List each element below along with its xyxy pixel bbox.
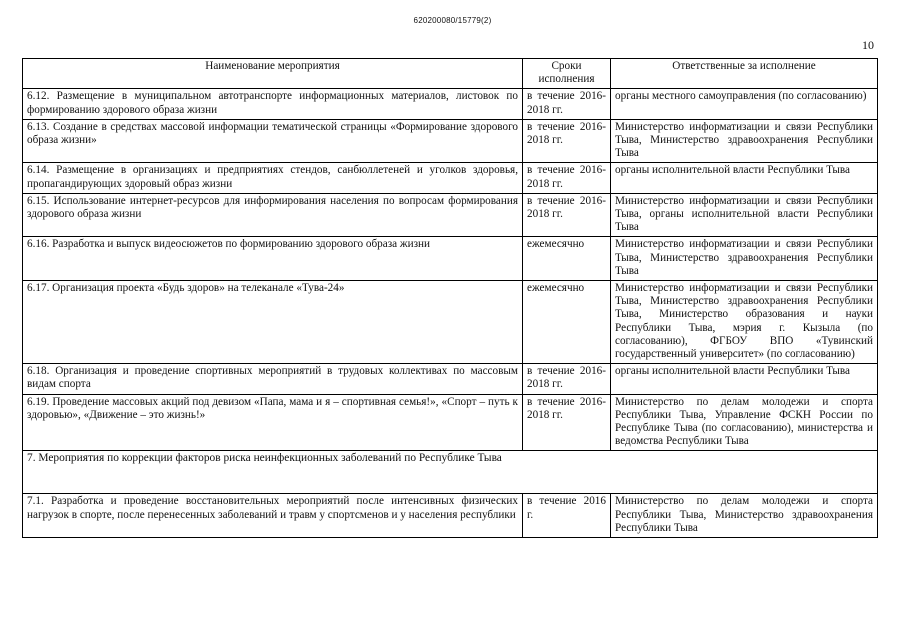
cell-measure-name: 6.16. Разработка и выпуск видеосюжетов по формированию здорового образа жизни bbox=[23, 237, 523, 281]
table-row bbox=[23, 394, 878, 451]
table-row bbox=[23, 193, 878, 237]
section-title: 7. Мероприятия по коррекции факторов риска неинфекционных заболеваний по Республике Тыва bbox=[23, 451, 878, 494]
cell-measure-name: 7.1. Разработка и проведение восстановительных мероприятий после интенсивных физических нагрузок в спорте, после перенесенных заболеваний и травм у спортсменов и у населения республики bbox=[23, 494, 523, 538]
table-row bbox=[23, 119, 878, 163]
cell-term: ежемесячно bbox=[523, 281, 611, 364]
cell-responsible: Министерство информатизации и связи Республики Тыва, Министерство здравоохранения Республики Тыва bbox=[611, 237, 878, 281]
cell-measure-name: 6.13. Создание в средствах массовой информации тематической страницы «Формирование здорового образа жизни» bbox=[23, 119, 523, 163]
table-row bbox=[23, 237, 878, 281]
cell-term: в течение 2016-2018 гг. bbox=[523, 89, 611, 119]
cell-responsible: Министерство по делам молодежи и спорта Республики Тыва, Управление ФСКН России по Республике Тыва (по согласованию), министерства и ведомства Республики Тыва bbox=[611, 394, 878, 451]
cell-measure-name: 6.12. Размещение в муниципальном автотранспорте информационных материалов, листовок по формированию здорового образа жизни bbox=[23, 89, 523, 119]
document-id: 620200080/15779(2) bbox=[413, 16, 492, 25]
cell-responsible: органы местного самоуправления (по согласованию) bbox=[611, 89, 878, 119]
table-row bbox=[23, 364, 878, 394]
cell-measure-name: 6.14. Размещение в организациях и предприятиях стендов, санбюллетеней и уголков здоровья, пропагандирующих здоровый образ жизни bbox=[23, 163, 523, 193]
measures-table bbox=[22, 58, 878, 538]
table-row bbox=[23, 494, 878, 538]
cell-measure-name: 6.15. Использование интернет-ресурсов для информирования населения по вопросам формирования здорового образа жизни bbox=[23, 193, 523, 237]
cell-responsible: Министерство информатизации и связи Республики Тыва, Министерство здравоохранения Республики Тыва, Министерство образования и науки Республики Тыва, мэрия г. Кызыла (по согласованию), ФГБОУ ВПО «Тувинский государственный университет» (по согласованию) bbox=[611, 281, 878, 364]
cell-term: в течение 2016-2018 гг. bbox=[523, 119, 611, 163]
table-row bbox=[23, 163, 878, 193]
table-header-row bbox=[23, 59, 878, 89]
cell-measure-name: 6.17. Организация проекта «Будь здоров» на телеканале «Тува-24» bbox=[23, 281, 523, 364]
table-row bbox=[23, 89, 878, 119]
page-number: 10 bbox=[862, 38, 874, 52]
table-row bbox=[23, 281, 878, 364]
cell-measure-name: 6.19. Проведение массовых акций под девизом «Папа, мама и я – спортивная семья!», «Спорт – путь к здоровью», «Движение – это жизнь!» bbox=[23, 394, 523, 451]
column-header-term: Сроки исполнения bbox=[523, 59, 611, 89]
cell-responsible: Министерство по делам молодежи и спорта Республики Тыва, Министерство здравоохранения Республики Тыва bbox=[611, 494, 878, 538]
column-header-responsible: Ответственные за исполнение bbox=[611, 59, 878, 89]
cell-responsible: Министерство информатизации и связи Республики Тыва, органы исполнительной власти Республики Тыва bbox=[611, 193, 878, 237]
cell-responsible: Министерство информатизации и связи Республики Тыва, Министерство здравоохранения Республики Тыва bbox=[611, 119, 878, 163]
cell-term: в течение 2016-2018 гг. bbox=[523, 163, 611, 193]
cell-term: в течение 2016-2018 гг. bbox=[523, 193, 611, 237]
section-header-row bbox=[23, 451, 878, 494]
cell-term: в течение 2016 г. bbox=[523, 494, 611, 538]
cell-term: ежемесячно bbox=[523, 237, 611, 281]
cell-term: в течение 2016-2018 гг. bbox=[523, 394, 611, 451]
cell-measure-name: 6.18. Организация и проведение спортивных мероприятий в трудовых коллективах по массовым видам спорта bbox=[23, 364, 523, 394]
column-header-name: Наименование мероприятия bbox=[23, 59, 523, 89]
cell-term: в течение 2016-2018 гг. bbox=[523, 364, 611, 394]
cell-responsible: органы исполнительной власти Республики Тыва bbox=[611, 163, 878, 193]
cell-responsible: органы исполнительной власти Республики Тыва bbox=[611, 364, 878, 394]
